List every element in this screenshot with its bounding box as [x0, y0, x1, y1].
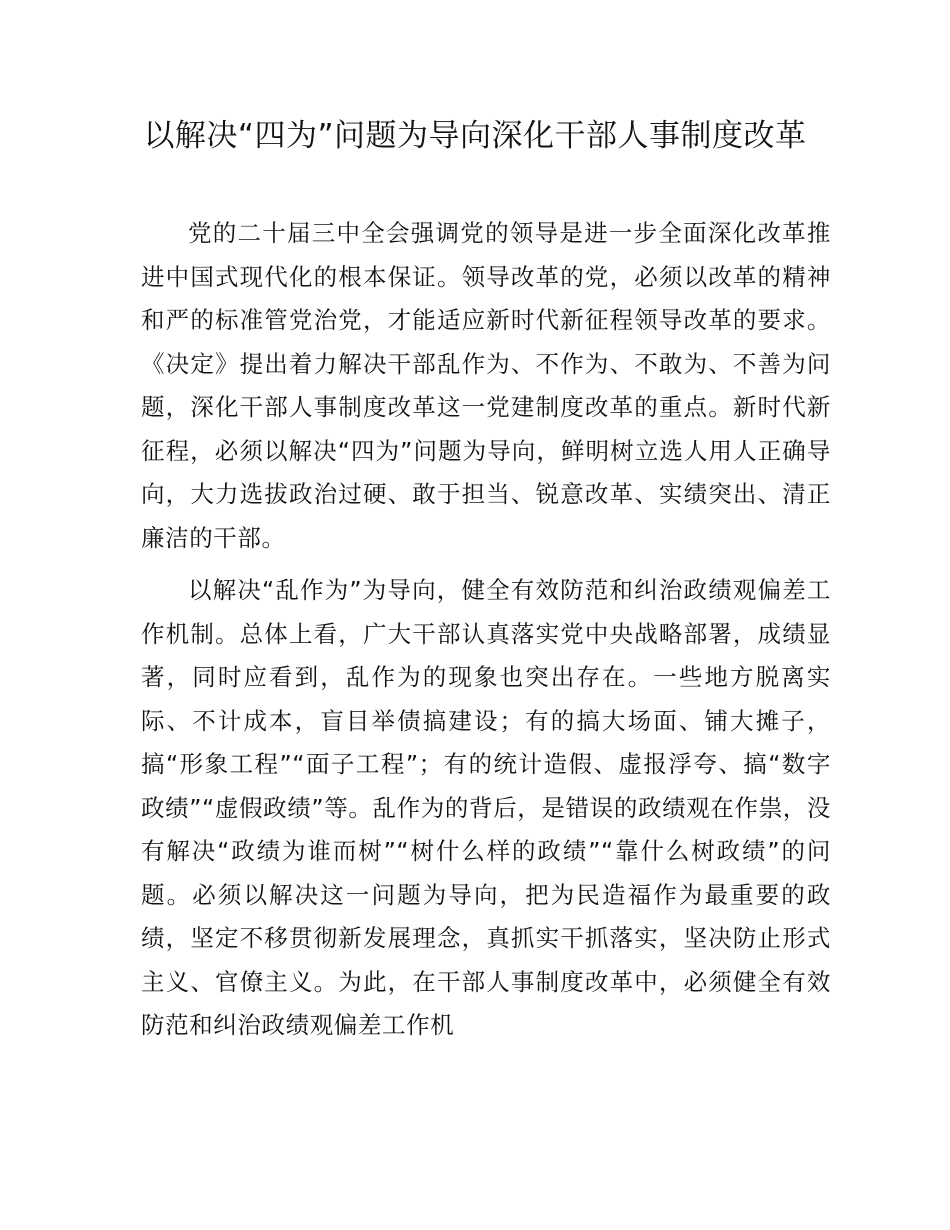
document-body — [141, 212, 831, 1048]
document-title: 以解决“四为”问题为导向深化干部人事制度改革 — [143, 118, 807, 154]
paragraph-2: 以解决“乱作为”为导向，健全有效防范和纠治政绩观偏差工作机制。总体上看，广大干部认真落实党中央战略部署，成绩显著，同时应看到，乱作为的现象也突出存在。一些地方脱离实际、不计成本，盲目举债搞建设；有的搞大场面、铺大摊子，搞“形象工程”“面子工程”；有的统计造假、虚报浮夸、搞“数字政绩”“虚假政绩”等。乱作为的背后，是错误的政绩观在作祟，没有解决“政绩为谁而树”“树什么样的政绩”“靠什么树政绩”的问题。必须以解决这一问题为导向，把为民造福作为最重要的政绩，坚定不移贯彻新发展理念，真抓实干抓落实，坚决防止形式主义、官僚主义。为此，在干部人事制度改革中，必须健全有效防范和纠治政绩观偏差工作机 — [141, 576, 831, 1039]
paragraph-1: 党的二十届三中全会强调党的领导是进一步全面深化改革推进中国式现代化的根本保证。领导改革的党，必须以改革的精神和严的标准管党治党，才能适应新时代新征程领导改革的要求。《决定》提出着力解决干部乱作为、不作为、不敢为、不善为问题，深化干部人事制度改革这一党建制度改革的重点。新时代新征程，必须以解决“四为”问题为导向，鲜明树立选人用人正确导向，大力选拔政治过硬、敢于担当、锐意改革、实绩突出、清正廉洁的干部。 — [141, 219, 831, 552]
